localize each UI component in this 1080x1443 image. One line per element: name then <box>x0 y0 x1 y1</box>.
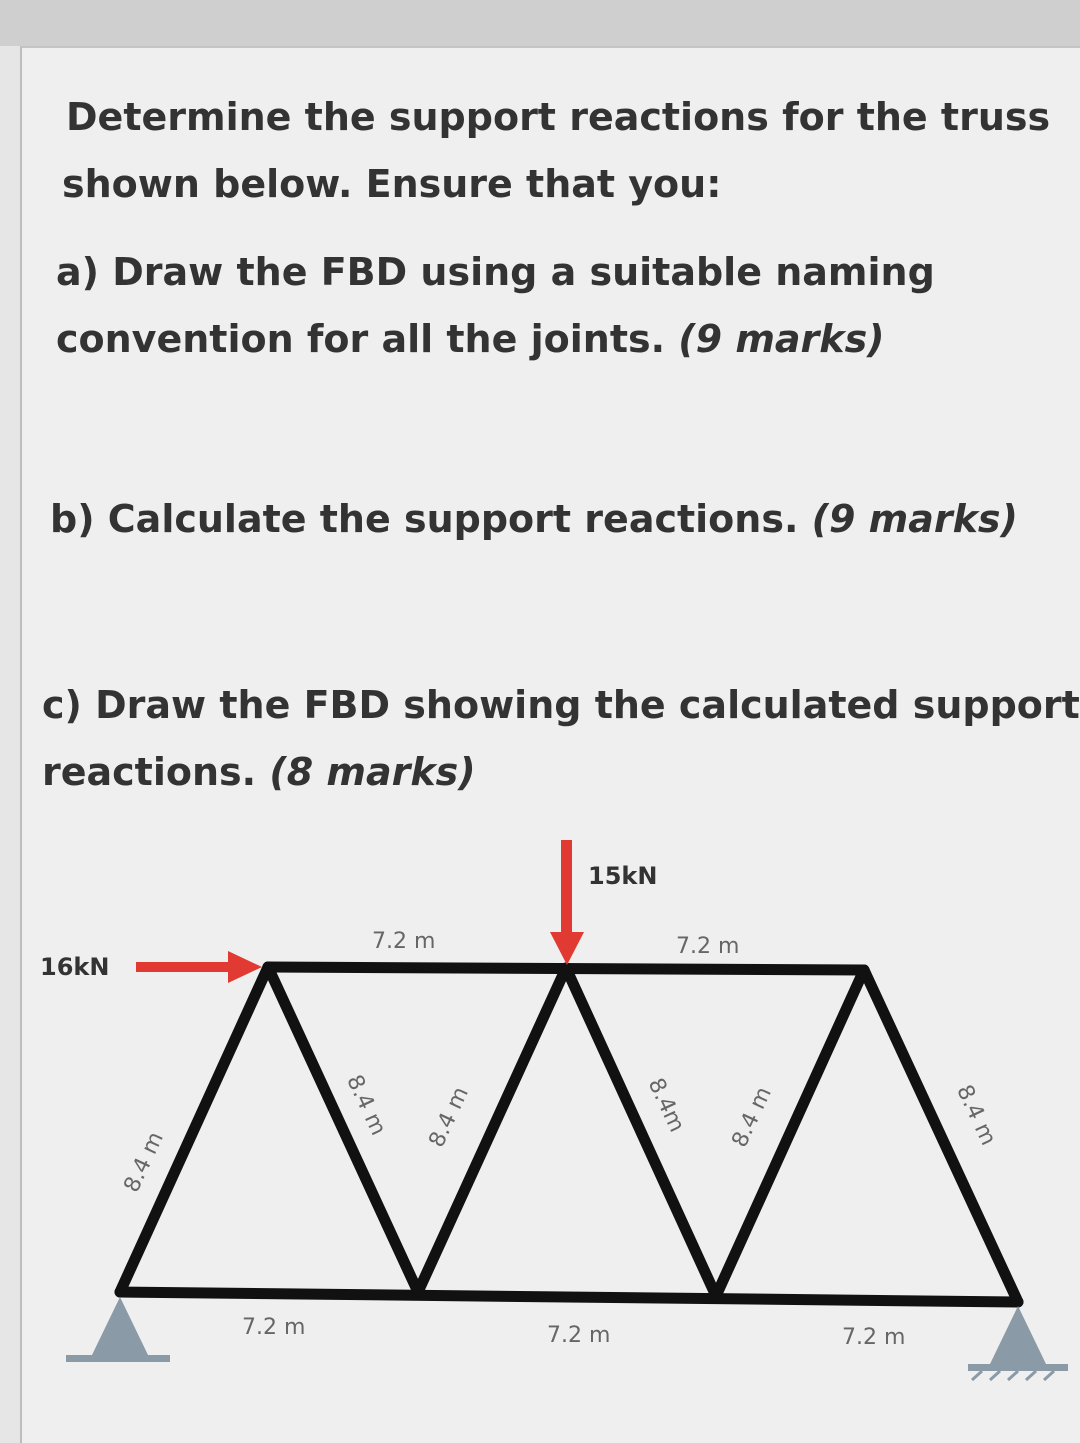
bottom-chord <box>120 1292 1018 1302</box>
top-dim-2: 7.2 m <box>676 934 740 959</box>
part-b-marks: (9 marks) <box>811 497 1018 541</box>
part-b-text: b) Calculate the support reactions. <box>50 497 812 541</box>
part-a-line-1: a) Draw the FBD using a suitable naming <box>56 250 935 294</box>
left-support-base <box>66 1355 170 1362</box>
part-a-marks: (9 marks) <box>678 317 885 361</box>
right-support-roller <box>968 1306 1068 1380</box>
member-label-4: 8.4m <box>642 1074 690 1137</box>
top-dim-1: 7.2 m <box>372 929 436 954</box>
left-support-triangle <box>92 1297 148 1355</box>
part-c-text: reactions. <box>42 750 270 794</box>
bottom-dim-3: 7.2 m <box>842 1325 906 1350</box>
bottom-dim-2: 7.2 m <box>547 1323 611 1348</box>
horizontal-load-arrow <box>136 951 262 983</box>
left-support-pin <box>66 1297 170 1362</box>
member-label-6: 8.4 m <box>951 1081 1001 1150</box>
vertical-load-label: 15kN <box>588 862 658 890</box>
intro-line-2: shown below. Ensure that you: <box>62 162 722 206</box>
member-label-3: 8.4 m <box>424 1083 474 1152</box>
member-diag-1 <box>268 967 418 1292</box>
horizontal-load-label: 16kN <box>40 953 110 981</box>
part-c-line-1: c) Draw the FBD showing the calculated support <box>42 683 1080 727</box>
member-label-1: 8.4 m <box>119 1128 169 1197</box>
member-diag-3 <box>566 968 716 1296</box>
truss-members <box>120 967 1018 1302</box>
member-label-2: 8.4 m <box>341 1071 391 1140</box>
right-support-hatch <box>972 1371 1054 1380</box>
bottom-dim-1: 7.2 m <box>242 1315 306 1340</box>
intro-line-1: Determine the support reactions for the truss <box>66 95 1051 139</box>
vertical-load-arrow <box>550 840 584 965</box>
member-left-end <box>120 967 268 1292</box>
member-label-5: 8.4 m <box>727 1083 777 1152</box>
part-c-marks: (8 marks) <box>269 750 476 794</box>
right-support-triangle <box>990 1306 1046 1364</box>
part-a-text: convention for all the joints. <box>56 317 679 361</box>
